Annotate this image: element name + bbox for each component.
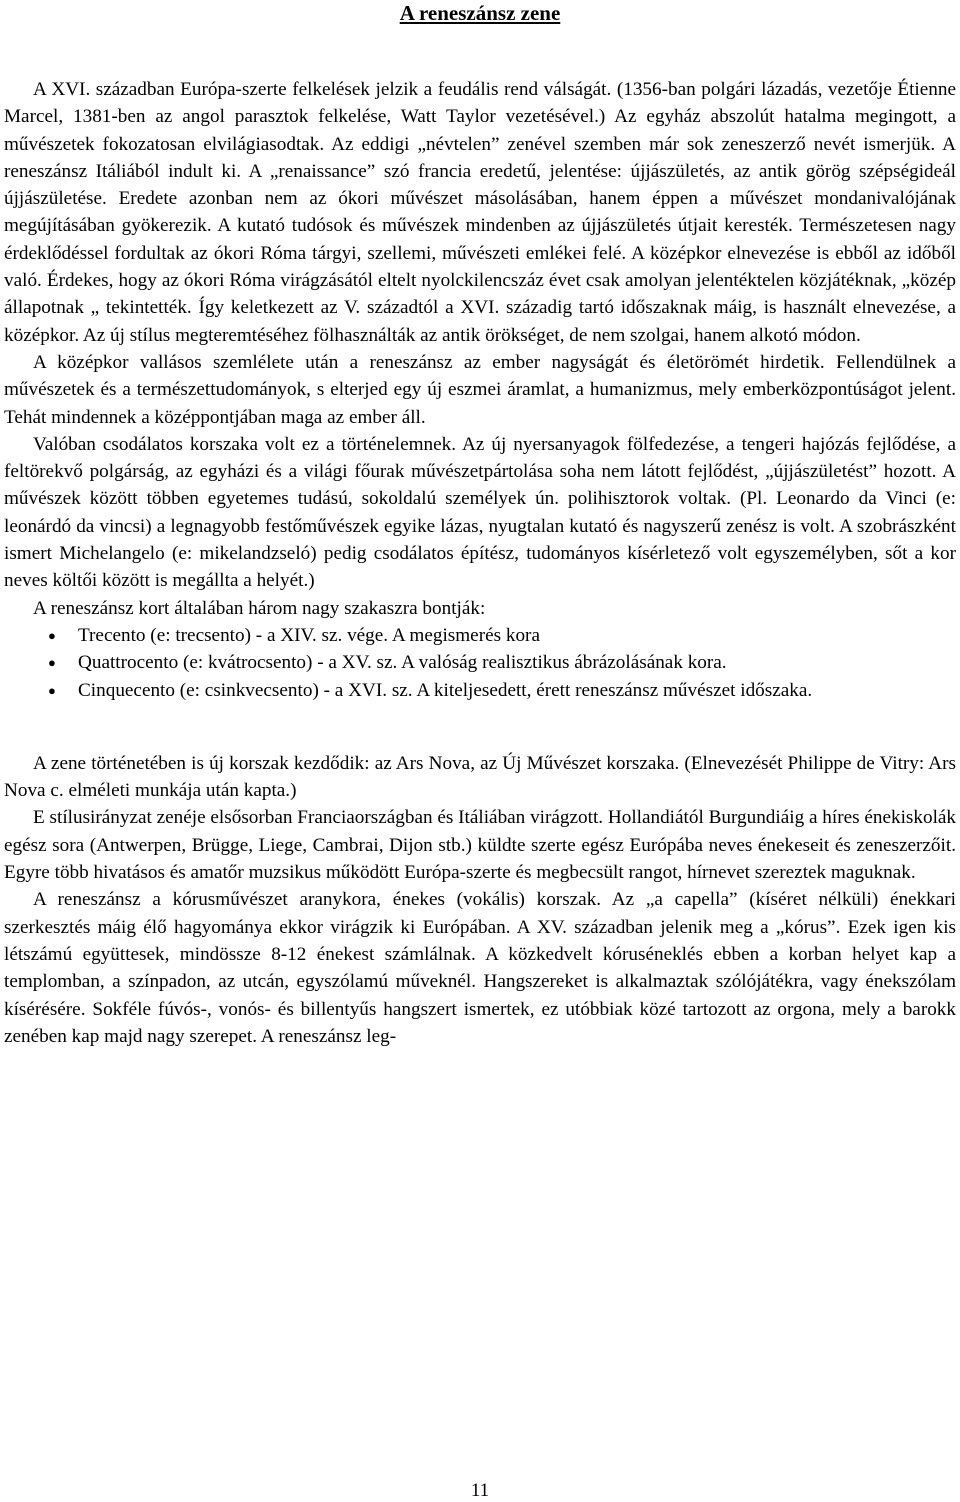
- paragraph-schools: E stílusirányzat zenéje elsősorban Franciaországban és Itáliában virágzott. Hollandiától Burgundiáig a híres énekiskolák egész sora (Antwerpen, Brügge, Liege, Cambrai, Dijon stb.) küldte szerte egész Európába neves énekeseit és zeneszerzőit. Egyre több hivatásos és amatőr muzsikus működött Európa-szerte és megbecsült rangot, hírnevet szereztek maguknak.: [4, 807, 957, 884]
- paragraph-choral: A reneszánsz a kórusművészet aranykora, énekes (vokális) korszak. Az „a capella” (kíséret nélküli) énekkari szerkesztés máig élő hagyománya ekkor virágzik ki Európában. A XV. században jelenik meg a „kórus”. Ezek igen kis létszámú együttesek, mindössze 8-12 énekest számlálnak. A közkedvelt kóruséneklés ebben a korban helyet kap a templomban, a színpadon, az utcán, egyszólamú műveknél. Hangszereket is alkalmaztak szólójátékra, vagy énekszólam kísérésére. Sokféle fúvós-, vonós- és billentyűs hangszert ismertek, ez utóbbiak közé tartozott az orgona, mely a barokk zenében kap majd nagy szerepet. A reneszánsz leg-: [4, 889, 956, 1047]
- page-title: A reneszánsz zene: [399, 1, 561, 25]
- periods-list: [4, 622, 956, 704]
- paragraph-polymaths: Valóban csodálatos korszaka volt ez a történelemnek. Az új nyersanyagok fölfedezése, a tengeri hajózás fejlődése, a feltörekvő polgárság, az egyházi és a világi főurak művészetpártolása soha nem látott fejlődést, „újjászületést” hozott. A művészek között többen egyetemes tudású, sokoldalú személyek ún. polihisztorok voltak. (Pl. Leonardo da Vinci (e: leonárdó da vincsi) a legnagyobb festőművészek egyike lázas, nyugtalan kutató és nagyszerű zenész is volt. A szobrászként ismert Michelangelo (e: mikelandzseló) pedig csodálatos építész, tudományos kísérletező volt egyszemélyben, sőt a kor neves költői között is megállta a helyét.): [4, 433, 956, 592]
- list-item: ● Quattrocento (e: kvátrocsento) - a XV. sz. A valóság realisztikus ábrázolásának kora.: [4, 649, 956, 676]
- paragraph-humanism: A középkor vallásos szemlélete után a reneszánsz az ember nagyságát és életörömét hirdetik. Fellendülnek a művészetek és a természettudományok, s elterjed egy új eszmei áramlat, a humanizmus, mely emberközpontúságot jelent. Tehát mindennek a középpontjában maga az ember áll.: [4, 351, 956, 428]
- paragraph-intro: A XVI. században Európa-szerte felkelések jelzik a feudális rend válságát. (1356-ban polgári lázadás, vezetője Étienne Marcel, 1381-ben az angol parasztok felkelése, Watt Taylor vezetésével.) Az egyház abszolút hatalma megingott, a művészetek fokozatosan elvilágiasodtak. Az eddigi „névtelen” zenével szemben már sok zeneszerző nevét ismerjük. A reneszánsz Itáliából indult ki. A „renaissance” szó francia eredetű, jelentése: újjászületés, az antik görög szépségideál újjászületése. Eredete azonban nem az ókori művészet másolásában, hanem éppen a művészet mondanivalójának megújításában gyökerezik. A kutató tudósok és művészek mindenben az újjászületés útjait keresték. Természetesen nagy érdeklődéssel fordultak az ókori Róma tárgyi, szellemi, művészeti emlékei felé. A középkor elnevezése is ebből az időből való. Érdekes, hogy az ókori Róma virágzásától eltelt nyolckilencszáz évet csak amolyan jelentéktelen közjátéknak, „közép állapotnak „ tekintették. Így keletkezett az V. századtól a XVI. századig tartó időszaknak máig, is használt elnevezése, a középkor. Az új stílus megteremtéséhez fölhasználták az antik örökséget, de nem szolgai, hanem alkotó módon.: [4, 79, 956, 346]
- paragraph-ars-nova: A zene történetében is új korszak kezdődik: az Ars Nova, az Új Művészet korszaka. (Elnevezését Philippe de Vitry: Ars Nova c. elméleti munkája után kapta.): [4, 752, 956, 802]
- paragraph-periods-intro: A reneszánsz kort általában három nagy szakaszra bontják:: [33, 597, 486, 619]
- page-body: [4, 76, 956, 1050]
- list-item: ● Cinquecento (e: csinkvecsento) - a XVI. sz. A kiteljesedett, érett reneszánsz művészet időszaka.: [4, 677, 956, 704]
- list-item: ● Trecento (e: trecsento) - a XIV. sz. vége. A megismerés kora: [4, 622, 956, 649]
- page-number: 11: [470, 1480, 490, 1501]
- section-gap: [4, 704, 956, 750]
